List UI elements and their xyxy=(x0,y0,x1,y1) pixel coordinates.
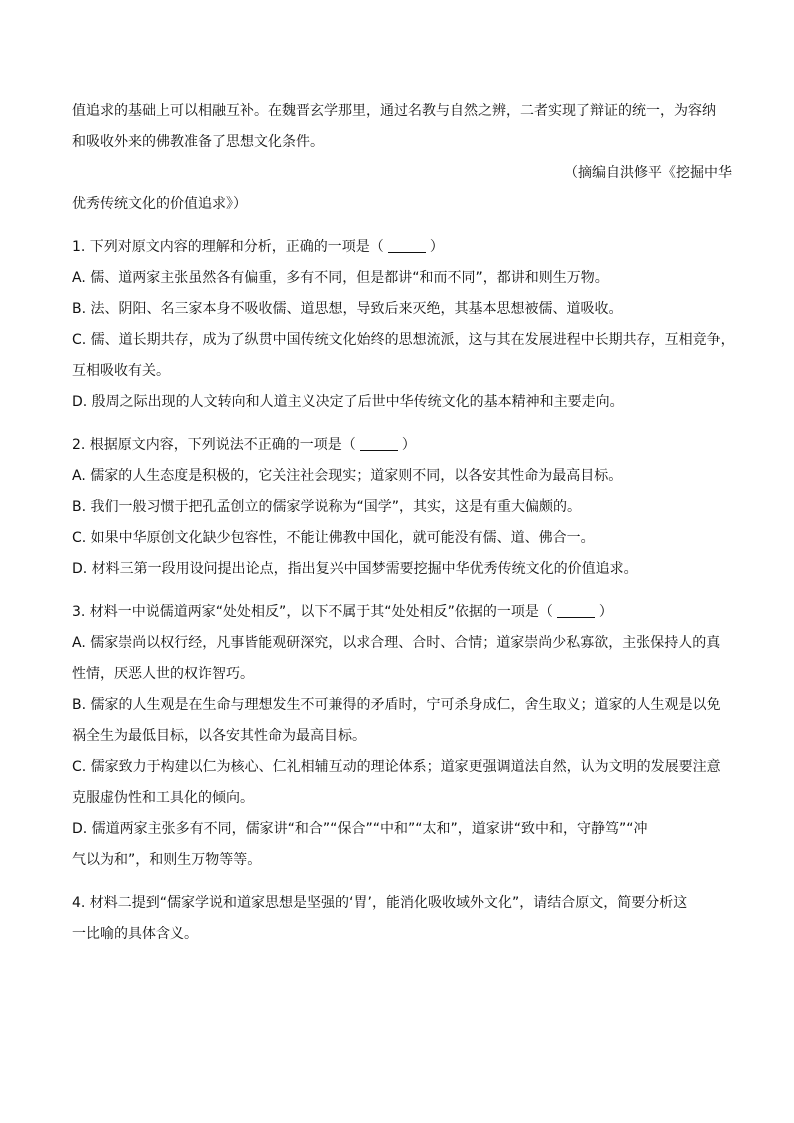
passage-line: 值追求的基础上可以相融互补。在魏晋玄学那里，通过名教与自然之辨，二者实现了辩证的统一，为容纳 xyxy=(72,103,716,119)
option-c-continued: 克服虚伪性和工具化的倾向。 xyxy=(72,790,254,806)
option-d-continued: 气以为和”，和则生万物等等。 xyxy=(72,852,262,868)
stem-close: ） xyxy=(598,604,613,620)
question-1 xyxy=(72,232,735,418)
question-stem xyxy=(72,597,732,628)
answer-blank[interactable] xyxy=(360,436,398,451)
question-3 xyxy=(72,597,732,876)
passage-line: 和吸收外来的佛教准备了思想文化条件。 xyxy=(72,134,324,150)
stem-text: 1. 下列对原文内容的理解和分析，正确的一项是（ xyxy=(72,239,384,255)
option-a: A. 儒、道两家主张虽然各有偏重，多有不同，但是都讲“和而不同”，都讲和则生万物。 xyxy=(72,270,609,286)
question-2 xyxy=(72,430,732,585)
question-stem xyxy=(72,430,732,461)
option-a-continued: 性情，厌恶人世的权诈智巧。 xyxy=(72,666,254,682)
stem-close: ） xyxy=(401,437,416,453)
option-b-continued: 祸全生为最低目标，以各安其性命为最高目标。 xyxy=(72,728,366,744)
option-c: C. 儒、道长期共存，成为了纵贯中国传统文化始终的思想流派，这与其在发展进程中长期共存，互相竞争， xyxy=(72,332,735,348)
stem-text: 3. 材料一中说儒道两家“处处相反”，以下不属于其“处处相反”依据的一项是（ xyxy=(72,604,553,620)
source-citation: （摘编自洪修平《挖掘中华 xyxy=(564,165,732,181)
option-c: C. 如果中华原创文化缺少包容性，不能让佛教中国化，就可能没有儒、道、佛合一。 xyxy=(72,530,595,546)
question-stem: 4. 材料二提到“儒家学说和道家思想是坚强的‘胃’，能消化吸收域外文化”，请结合原文，简要分析这 xyxy=(72,895,688,911)
option-a: A. 儒家崇尚以权行经，凡事皆能观研深究，以求合理、合时、合情；道家崇尚少私寡欲，主张保持人的真 xyxy=(72,635,721,651)
option-a: A. 儒家的人生态度是积极的，它关注社会现实；道家则不同，以各安其性命为最高目标。 xyxy=(72,468,623,484)
option-d: D. 材料三第一段用设问提出论点，指出复兴中国梦需要挖掘中华优秀传统文化的价值追求。 xyxy=(72,561,638,577)
option-b: B. 儒家的人生观是在生命与理想发生不可兼得的矛盾时，宁可杀身成仁，舍生取义；道家的人生观是以免 xyxy=(72,697,721,713)
stem-text: 2. 根据原文内容，下列说法不正确的一项是（ xyxy=(72,437,356,453)
answer-blank[interactable] xyxy=(388,238,426,253)
question-stem-continued: 一比喻的具体含义。 xyxy=(72,926,198,942)
option-d: D. 殷周之际出现的人文转向和人道主义决定了后世中华传统文化的基本精神和主要走向。 xyxy=(72,394,624,410)
option-c-continued: 互相吸收有关。 xyxy=(72,363,170,379)
answer-blank[interactable] xyxy=(557,603,595,618)
option-d: D. 儒道两家主张多有不同，儒家讲“和合”“保合”“中和”“太和”，道家讲“致中和，守静笃”“冲 xyxy=(72,821,648,837)
document-page xyxy=(72,96,735,950)
stem-close: ） xyxy=(429,239,444,255)
passage xyxy=(72,96,732,220)
option-c: C. 儒家致力于构建以仁为核心、仁礼相辅互动的理论体系；道家更强调道法自然，认为文明的发展要注意 xyxy=(72,759,721,775)
question-stem xyxy=(72,232,732,263)
question-4 xyxy=(72,888,732,950)
option-b: B. 我们一般习惯于把孔孟创立的儒家学说称为“国学”，其实，这是有重大偏颇的。 xyxy=(72,499,582,515)
source-citation-continued: 优秀传统文化的价值追求》） xyxy=(72,196,247,212)
option-b: B. 法、阴阳、名三家本身不吸收儒、道思想，导致后来灭绝，其基本思想被儒、道吸收。 xyxy=(72,301,623,317)
